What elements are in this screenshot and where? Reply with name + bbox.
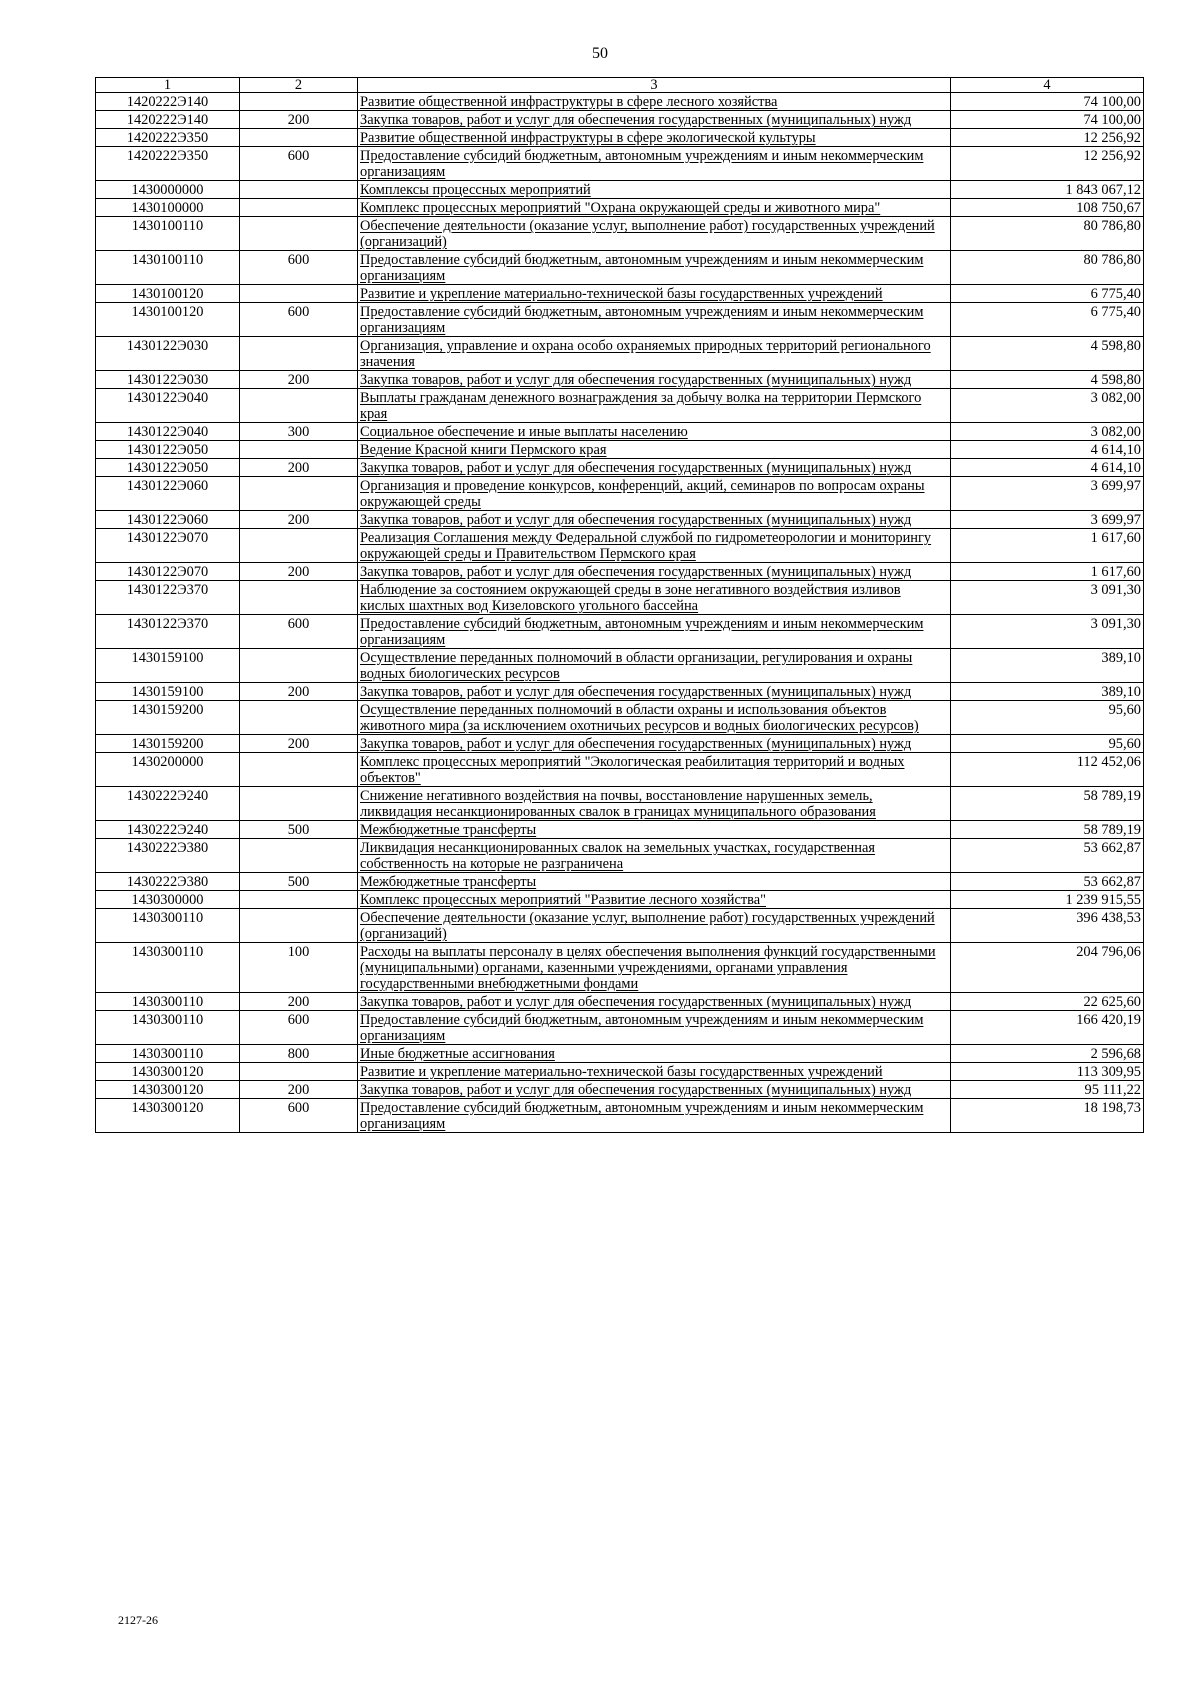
table-row xyxy=(96,909,1144,943)
row-code-cell: 1430122Э040 xyxy=(96,389,240,423)
row-kind-cell xyxy=(240,1063,358,1081)
document-footer-code: 2127-26 xyxy=(118,1613,158,1627)
table-row xyxy=(96,563,1144,581)
row-name-cell xyxy=(358,1081,951,1099)
row-sum-cell: 3 082,00 xyxy=(951,423,1144,441)
row-sum-cell: 3 091,30 xyxy=(951,615,1144,649)
page-number: 50 xyxy=(592,45,608,62)
table-row xyxy=(96,93,1144,111)
row-name-text: Ликвидация несанкционированных свалок на земельных участках, государственная собственность на которые не разграничена xyxy=(360,840,875,872)
row-name-text: Закупка товаров, работ и услуг для обеспечения государственных (муниципальных) нужд xyxy=(360,460,912,476)
row-name-cell xyxy=(358,581,951,615)
row-kind-cell: 200 xyxy=(240,459,358,477)
row-sum-cell: 3 082,00 xyxy=(951,389,1144,423)
row-name-cell xyxy=(358,649,951,683)
row-kind-cell xyxy=(240,839,358,873)
table-row xyxy=(96,1045,1144,1063)
row-name-cell xyxy=(358,303,951,337)
row-kind-cell: 200 xyxy=(240,1081,358,1099)
row-name-text: Развитие и укрепление материально-технической базы государственных учреждений xyxy=(360,286,883,302)
row-sum-cell: 1 617,60 xyxy=(951,529,1144,563)
row-sum-cell: 95 111,22 xyxy=(951,1081,1144,1099)
row-kind-cell: 200 xyxy=(240,371,358,389)
row-name-text: Закупка товаров, работ и услуг для обеспечения государственных (муниципальных) нужд xyxy=(360,736,912,752)
row-name-text: Осуществление переданных полномочий в области организации, регулирования и охраны водных биологических ресурсов xyxy=(360,650,913,682)
row-sum-cell: 108 750,67 xyxy=(951,199,1144,217)
row-kind-cell: 800 xyxy=(240,1045,358,1063)
row-code-cell: 1430222Э380 xyxy=(96,839,240,873)
row-kind-cell xyxy=(240,93,358,111)
row-code-cell: 1430122Э050 xyxy=(96,441,240,459)
table-row xyxy=(96,615,1144,649)
row-name-cell xyxy=(358,181,951,199)
row-sum-cell: 12 256,92 xyxy=(951,129,1144,147)
row-name-cell xyxy=(358,563,951,581)
column-header-code: 1 xyxy=(96,78,240,93)
row-kind-cell: 200 xyxy=(240,111,358,129)
row-name-text: Закупка товаров, работ и услуг для обеспечения государственных (муниципальных) нужд xyxy=(360,994,912,1010)
table-row xyxy=(96,181,1144,199)
row-code-cell: 1430200000 xyxy=(96,753,240,787)
row-name-cell xyxy=(358,199,951,217)
row-code-cell: 1430300120 xyxy=(96,1081,240,1099)
row-code-cell: 1420222Э350 xyxy=(96,129,240,147)
row-sum-cell: 112 452,06 xyxy=(951,753,1144,787)
table-row xyxy=(96,701,1144,735)
row-kind-cell: 600 xyxy=(240,1099,358,1133)
row-name-cell xyxy=(358,441,951,459)
table-row xyxy=(96,787,1144,821)
row-name-cell xyxy=(358,943,951,993)
table-row xyxy=(96,529,1144,563)
row-kind-cell xyxy=(240,477,358,511)
row-code-cell: 1430122Э060 xyxy=(96,477,240,511)
row-name-text: Снижение негативного воздействия на почвы, восстановление нарушенных земель, ликвидация несанкционированных свалок в границах муниципального образования xyxy=(360,788,876,820)
table-row xyxy=(96,285,1144,303)
row-sum-cell: 95,60 xyxy=(951,701,1144,735)
row-name-text: Развитие и укрепление материально-технической базы государственных учреждений xyxy=(360,1064,883,1080)
row-name-cell xyxy=(358,735,951,753)
row-name-text: Обеспечение деятельности (оказание услуг, выполнение работ) государственных учреждений (организаций) xyxy=(360,218,935,250)
row-name-cell xyxy=(358,873,951,891)
row-name-cell xyxy=(358,821,951,839)
row-code-cell: 1420222Э140 xyxy=(96,93,240,111)
row-kind-cell xyxy=(240,909,358,943)
row-code-cell: 1430300110 xyxy=(96,993,240,1011)
budget-table xyxy=(95,77,1144,1133)
row-name-text: Иные бюджетные ассигнования xyxy=(360,1046,555,1062)
row-kind-cell xyxy=(240,581,358,615)
row-sum-cell: 53 662,87 xyxy=(951,873,1144,891)
row-code-cell: 1430100120 xyxy=(96,303,240,337)
row-name-text: Развитие общественной инфраструктуры в сфере экологической культуры xyxy=(360,130,816,146)
row-kind-cell: 600 xyxy=(240,615,358,649)
row-name-cell xyxy=(358,93,951,111)
row-sum-cell: 113 309,95 xyxy=(951,1063,1144,1081)
row-kind-cell: 600 xyxy=(240,1011,358,1045)
row-sum-cell: 1 617,60 xyxy=(951,563,1144,581)
column-number-row xyxy=(96,78,1144,93)
table-row xyxy=(96,111,1144,129)
row-name-cell xyxy=(358,1099,951,1133)
table-row xyxy=(96,735,1144,753)
row-name-cell xyxy=(358,891,951,909)
row-code-cell: 1430222Э240 xyxy=(96,787,240,821)
row-name-text: Предоставление субсидий бюджетным, автономным учреждениям и иным некоммерческим организациям xyxy=(360,304,924,336)
row-sum-cell: 74 100,00 xyxy=(951,111,1144,129)
row-kind-cell: 500 xyxy=(240,821,358,839)
row-kind-cell xyxy=(240,701,358,735)
row-sum-cell: 3 091,30 xyxy=(951,581,1144,615)
table-row xyxy=(96,217,1144,251)
row-sum-cell: 3 699,97 xyxy=(951,511,1144,529)
row-name-text: Наблюдение за состоянием окружающей среды в зоне негативного воздействия изливов кислых шахтных вод Кизеловского угольного бассейна xyxy=(360,582,901,614)
row-sum-cell: 1 239 915,55 xyxy=(951,891,1144,909)
row-name-cell xyxy=(358,839,951,873)
row-name-cell xyxy=(358,389,951,423)
column-header-sum: 4 xyxy=(951,78,1144,93)
row-name-cell xyxy=(358,993,951,1011)
row-code-cell: 1430100110 xyxy=(96,251,240,285)
row-name-cell xyxy=(358,511,951,529)
table-row xyxy=(96,993,1144,1011)
row-name-cell xyxy=(358,459,951,477)
table-row xyxy=(96,389,1144,423)
table-row xyxy=(96,441,1144,459)
row-sum-cell: 4 598,80 xyxy=(951,337,1144,371)
row-name-cell xyxy=(358,615,951,649)
row-kind-cell: 600 xyxy=(240,303,358,337)
row-sum-cell: 58 789,19 xyxy=(951,787,1144,821)
row-kind-cell xyxy=(240,337,358,371)
row-sum-cell: 4 598,80 xyxy=(951,371,1144,389)
row-code-cell: 1430222Э380 xyxy=(96,873,240,891)
row-name-text: Социальное обеспечение и иные выплаты населению xyxy=(360,424,688,440)
row-name-cell xyxy=(358,1045,951,1063)
row-name-text: Расходы на выплаты персоналу в целях обеспечения выполнения функций государственными (муниципальными) органами, казенными учреждениями, органами управления государственными внебюджетными фондами xyxy=(360,944,936,992)
table-row xyxy=(96,649,1144,683)
row-sum-cell: 396 438,53 xyxy=(951,909,1144,943)
row-name-text: Организация, управление и охрана особо охраняемых природных территорий регионального значения xyxy=(360,338,931,370)
row-code-cell: 1430159100 xyxy=(96,649,240,683)
row-name-cell xyxy=(358,1011,951,1045)
row-kind-cell: 600 xyxy=(240,147,358,181)
row-sum-cell: 389,10 xyxy=(951,683,1144,701)
row-code-cell: 1430122Э370 xyxy=(96,615,240,649)
row-name-text: Предоставление субсидий бюджетным, автономным учреждениям и иным некоммерческим организациям xyxy=(360,616,924,648)
row-name-text: Закупка товаров, работ и услуг для обеспечения государственных (муниципальных) нужд xyxy=(360,512,912,528)
table-row xyxy=(96,753,1144,787)
row-code-cell: 1430300120 xyxy=(96,1063,240,1081)
row-name-text: Ведение Красной книги Пермского края xyxy=(360,442,607,458)
row-kind-cell: 200 xyxy=(240,563,358,581)
row-kind-cell xyxy=(240,181,358,199)
row-kind-cell xyxy=(240,649,358,683)
row-name-text: Предоставление субсидий бюджетным, автономным учреждениям и иным некоммерческим организациям xyxy=(360,1012,924,1044)
row-name-text: Комплекс процессных мероприятий "Развитие лесного хозяйства" xyxy=(360,892,767,908)
row-name-cell xyxy=(358,337,951,371)
row-name-cell xyxy=(358,477,951,511)
row-kind-cell: 100 xyxy=(240,943,358,993)
row-name-text: Развитие общественной инфраструктуры в сфере лесного хозяйства xyxy=(360,94,778,110)
row-kind-cell: 200 xyxy=(240,683,358,701)
row-name-cell xyxy=(358,371,951,389)
row-name-text: Межбюджетные трансферты xyxy=(360,822,537,838)
row-code-cell: 1430100120 xyxy=(96,285,240,303)
row-name-cell xyxy=(358,423,951,441)
row-kind-cell xyxy=(240,441,358,459)
row-code-cell: 1430300110 xyxy=(96,1045,240,1063)
row-kind-cell: 200 xyxy=(240,511,358,529)
table-row xyxy=(96,943,1144,993)
row-sum-cell: 2 596,68 xyxy=(951,1045,1144,1063)
row-name-cell xyxy=(358,147,951,181)
row-code-cell: 1430122Э050 xyxy=(96,459,240,477)
row-code-cell: 1430300110 xyxy=(96,943,240,993)
row-name-text: Закупка товаров, работ и услуг для обеспечения государственных (муниципальных) нужд xyxy=(360,564,912,580)
row-kind-cell xyxy=(240,753,358,787)
row-code-cell: 1430159200 xyxy=(96,735,240,753)
row-name-text: Закупка товаров, работ и услуг для обеспечения государственных (муниципальных) нужд xyxy=(360,112,912,128)
row-name-cell xyxy=(358,683,951,701)
row-name-text: Закупка товаров, работ и услуг для обеспечения государственных (муниципальных) нужд xyxy=(360,1082,912,1098)
table-row xyxy=(96,371,1144,389)
row-code-cell: 1430100110 xyxy=(96,217,240,251)
row-code-cell: 1430122Э060 xyxy=(96,511,240,529)
column-header-name: 3 xyxy=(358,78,951,93)
row-name-cell xyxy=(358,753,951,787)
row-code-cell: 1430300000 xyxy=(96,891,240,909)
table-row xyxy=(96,1099,1144,1133)
table-row xyxy=(96,423,1144,441)
row-sum-cell: 3 699,97 xyxy=(951,477,1144,511)
row-name-cell xyxy=(358,217,951,251)
table-row xyxy=(96,683,1144,701)
row-sum-cell: 6 775,40 xyxy=(951,303,1144,337)
row-name-text: Обеспечение деятельности (оказание услуг, выполнение работ) государственных учреждений (организаций) xyxy=(360,910,935,942)
row-code-cell: 1420222Э350 xyxy=(96,147,240,181)
row-code-cell: 1430000000 xyxy=(96,181,240,199)
row-name-text: Закупка товаров, работ и услуг для обеспечения государственных (муниципальных) нужд xyxy=(360,372,912,388)
row-sum-cell: 1 843 067,12 xyxy=(951,181,1144,199)
table-row xyxy=(96,511,1144,529)
row-code-cell: 1430300110 xyxy=(96,909,240,943)
table-row xyxy=(96,821,1144,839)
row-kind-cell xyxy=(240,217,358,251)
row-code-cell: 1430122Э040 xyxy=(96,423,240,441)
row-name-text: Комплекс процессных мероприятий "Охрана окружающей среды и животного мира" xyxy=(360,200,881,216)
table-row xyxy=(96,251,1144,285)
row-sum-cell: 74 100,00 xyxy=(951,93,1144,111)
table-row xyxy=(96,581,1144,615)
table-row xyxy=(96,337,1144,371)
row-code-cell: 1430159100 xyxy=(96,683,240,701)
row-name-text: Комплексы процессных мероприятий xyxy=(360,182,591,198)
row-name-cell xyxy=(358,251,951,285)
table-row xyxy=(96,303,1144,337)
row-kind-cell xyxy=(240,199,358,217)
row-kind-cell xyxy=(240,529,358,563)
table-row xyxy=(96,891,1144,909)
row-kind-cell xyxy=(240,891,358,909)
row-name-text: Осуществление переданных полномочий в области охраны и использования объектов животного мира (за исключением охотничьих ресурсов и водных биологических ресурсов) xyxy=(360,702,919,734)
row-kind-cell: 600 xyxy=(240,251,358,285)
row-kind-cell xyxy=(240,285,358,303)
row-kind-cell: 200 xyxy=(240,993,358,1011)
row-name-cell xyxy=(358,529,951,563)
row-sum-cell: 58 789,19 xyxy=(951,821,1144,839)
table-row xyxy=(96,839,1144,873)
row-code-cell: 1430122Э070 xyxy=(96,563,240,581)
row-name-text: Предоставление субсидий бюджетным, автономным учреждениям и иным некоммерческим организациям xyxy=(360,148,924,180)
table-row xyxy=(96,477,1144,511)
row-code-cell: 1420222Э140 xyxy=(96,111,240,129)
table-row xyxy=(96,199,1144,217)
table-row xyxy=(96,129,1144,147)
row-name-cell xyxy=(358,787,951,821)
row-sum-cell: 22 625,60 xyxy=(951,993,1144,1011)
row-code-cell: 1430122Э070 xyxy=(96,529,240,563)
table-row xyxy=(96,1081,1144,1099)
row-code-cell: 1430300120 xyxy=(96,1099,240,1133)
row-sum-cell: 166 420,19 xyxy=(951,1011,1144,1045)
row-name-cell xyxy=(358,129,951,147)
row-name-text: Организация и проведение конкурсов, конференций, акций, семинаров по вопросам охраны окружающей среды xyxy=(360,478,925,510)
row-name-text: Закупка товаров, работ и услуг для обеспечения государственных (муниципальных) нужд xyxy=(360,684,912,700)
row-name-cell xyxy=(358,1063,951,1081)
row-sum-cell: 80 786,80 xyxy=(951,217,1144,251)
row-name-text: Комплекс процессных мероприятий "Экологическая реабилитация территорий и водных объектов" xyxy=(360,754,905,786)
row-sum-cell: 12 256,92 xyxy=(951,147,1144,181)
row-kind-cell xyxy=(240,389,358,423)
row-kind-cell xyxy=(240,129,358,147)
row-name-text: Реализация Соглашения между Федеральной службой по гидрометеорологии и мониторингу окружающей среды и Правительством Пермского края xyxy=(360,530,932,562)
row-name-cell xyxy=(358,701,951,735)
row-code-cell: 1430300110 xyxy=(96,1011,240,1045)
table-row xyxy=(96,873,1144,891)
table-row xyxy=(96,459,1144,477)
row-kind-cell: 500 xyxy=(240,873,358,891)
row-name-cell xyxy=(358,285,951,303)
row-kind-cell: 200 xyxy=(240,735,358,753)
row-sum-cell: 53 662,87 xyxy=(951,839,1144,873)
table-row xyxy=(96,1063,1144,1081)
row-name-cell xyxy=(358,111,951,129)
table-body xyxy=(96,93,1144,1133)
row-code-cell: 1430122Э370 xyxy=(96,581,240,615)
row-name-text: Межбюджетные трансферты xyxy=(360,874,537,890)
row-code-cell: 1430222Э240 xyxy=(96,821,240,839)
row-sum-cell: 80 786,80 xyxy=(951,251,1144,285)
row-sum-cell: 6 775,40 xyxy=(951,285,1144,303)
row-kind-cell xyxy=(240,787,358,821)
row-name-text: Предоставление субсидий бюджетным, автономным учреждениям и иным некоммерческим организациям xyxy=(360,252,924,284)
row-code-cell: 1430122Э030 xyxy=(96,371,240,389)
row-sum-cell: 4 614,10 xyxy=(951,441,1144,459)
row-sum-cell: 18 198,73 xyxy=(951,1099,1144,1133)
row-sum-cell: 4 614,10 xyxy=(951,459,1144,477)
table-row xyxy=(96,1011,1144,1045)
row-name-text: Выплаты гражданам денежного вознаграждения за добычу волка на территории Пермского края xyxy=(360,390,922,422)
row-name-cell xyxy=(358,909,951,943)
row-sum-cell: 389,10 xyxy=(951,649,1144,683)
row-code-cell: 1430100000 xyxy=(96,199,240,217)
row-code-cell: 1430122Э030 xyxy=(96,337,240,371)
row-kind-cell: 300 xyxy=(240,423,358,441)
column-header-kind: 2 xyxy=(240,78,358,93)
row-name-text: Предоставление субсидий бюджетным, автономным учреждениям и иным некоммерческим организациям xyxy=(360,1100,924,1132)
row-sum-cell: 204 796,06 xyxy=(951,943,1144,993)
row-sum-cell: 95,60 xyxy=(951,735,1144,753)
row-code-cell: 1430159200 xyxy=(96,701,240,735)
table-row xyxy=(96,147,1144,181)
